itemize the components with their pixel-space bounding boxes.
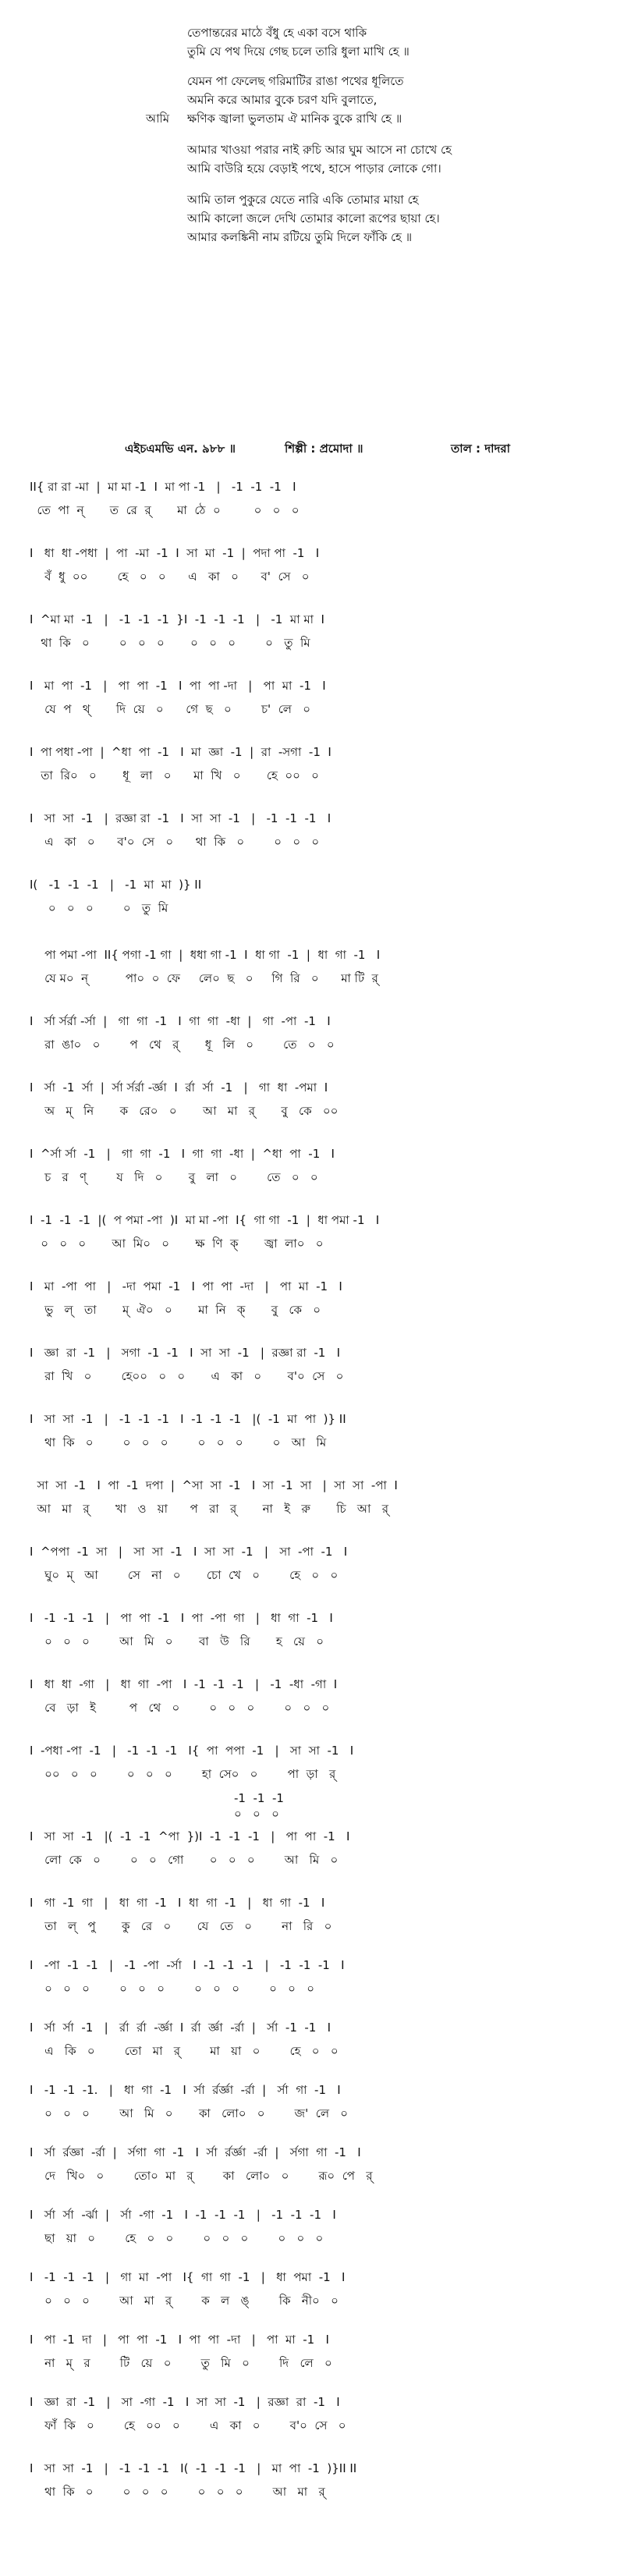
word-row: ০ ০ ০ ০ তু মি — [30, 901, 168, 915]
lyric-line-8: আমি তাল পুকুরে যেতে নারি একি তোমার মায়া হে — [187, 193, 419, 207]
word-row: লো কে ০ ০ ০ গো ০ ০ ০ আ মি ০ — [30, 1853, 339, 1867]
notation-block — [30, 1673, 607, 1722]
word-row: যে ম০ ন্ পা০ ০ ফে লে০ ছ ০ গি রি ০ মা টি র্ — [30, 971, 378, 985]
lyric-line-5: ক্ষণিক জ্বালা ভুলতাম ঐ মানিক বুকে রাখি হে ॥ — [187, 112, 402, 126]
notation-block — [30, 1954, 607, 2003]
notation-block — [30, 476, 607, 524]
swara-row: I সা সা -1 | রজ্ঞা রা -1 I সা সা -1 | -1 -1 -1 I — [30, 811, 332, 825]
lyric-line-10: আমার কলঙ্কিনী নাম রটিয়ে তুমি দিলে ফাঁকি হে ॥ — [187, 230, 413, 244]
word-row: যে প থ্ দি য়ে ০ গে ছ ০ চ' লে ০ — [30, 702, 311, 716]
notation-block — [30, 1209, 607, 1258]
swara-row: I ধা ধা -গা | ধা গা -পা I -1 -1 -1 | -1 -ধা -গা I — [30, 1677, 338, 1691]
lyric-line-4: অমনি করে আমার বুকে চরণ যদি বুলাতে, — [187, 93, 378, 107]
lyric-line-7: আমি বাউরি হয়ে বেড়াই পথে, হাসে পাড়ার লোকে গো। — [187, 161, 441, 176]
notation-block — [30, 542, 607, 591]
swara-row: I জ্ঞা রা -1 | সা -গা -1 I সা সা -1 | রজ্ঞা রা -1 I — [30, 2395, 340, 2409]
word-row: চ র ণ্ য দি ০ বু লা ০ তে ০ ০ — [30, 1170, 318, 1184]
swara-row: I সা সা -1 | -1 -1 -1 I -1 -1 -1 |( -1 মা পা )} II — [30, 1412, 346, 1426]
record-info — [0, 440, 624, 459]
word-row: থা কি ০ ০ ০ ০ ০ ০ ০ ০ তু মি — [30, 636, 310, 650]
word-row: এ কি ০ তো মা র্ মা য়া ০ হে ০ ০ — [30, 2044, 339, 2058]
swara-row: I সা সা -1 |( -1 -1 ^পা })I -1 -1 -1 | পা পা -1 I — [30, 1829, 350, 1843]
notation-block — [30, 1892, 607, 1940]
word-row: ০ ০ ০ আ মি ০ বা উ রি হ য়ে ০ — [30, 1634, 324, 1648]
word-row: তে পা ন্ ত রে র্ মা ঠে ০ ০ ০ ০ — [30, 503, 300, 517]
swara-row: I -1 -1 -1 | পা পা -1 I পা -পা গা | ধা গা -1 I — [30, 1611, 333, 1625]
swara-row: I -পধা -পা -1 | -1 -1 -1 I{ পা পপা -1 | সা সা -1 I — [30, 1744, 354, 1758]
word-row: অ ম্ নি ক রে০ ০ আ মা র্ বু কে ০০ — [30, 1104, 339, 1118]
notation-block — [30, 1740, 607, 1788]
swara-row: I পা -1 দা | পা পা -1 I পা পা -দা | পা মা -1 I — [30, 2333, 329, 2347]
lyric-line-9: আমি কালো জলে দেখি তোমার কালো রূপের ছায়া হে। — [187, 211, 440, 225]
swara-row: I ^মা মা -1 | -1 -1 -1 }I -1 -1 -1 | -1 মা মা I — [30, 612, 324, 626]
artist-credit: শিল্পী : প্রমোদা ॥ — [285, 442, 363, 456]
swara-row: I -1 -1 -1. | ধা গা -1 I র্সা র্রর্জ্ঞা -র্রা | র্সা গা -1 I — [30, 2083, 341, 2097]
notation-block — [30, 1276, 607, 1324]
record-number: এইচএমভি এন. ৯৮৮ ॥ — [125, 442, 236, 456]
notation-block — [30, 2391, 607, 2439]
notation-block — [30, 741, 607, 789]
notation-block — [30, 1408, 607, 1457]
word-row: আ মা র্ খা ও য়া প রা র্ না ই রু চি আ র্ — [30, 1502, 388, 1516]
word-row: তা রি০ ০ ধূ লা ০ মা খি ০ হে ০০ ০ — [30, 768, 319, 782]
swara-row: I মা পা -1 | পা পা -1 I পা পা -দা | পা মা -1 I — [30, 679, 326, 693]
swara-row: I মা -পা পা | -দা পমা -1 I পা পা -দা | পা মা -1 I — [30, 1279, 342, 1293]
swara-row: I -1 -1 -1 |( প পমা -পা )I মা মা -পা I{ গা গা -1 | ধা পমা -1 I — [30, 1213, 380, 1227]
word-row: থা কি ০ ০ ০ ০ ০ ০ ০ ০ আ মি — [30, 1435, 327, 1449]
swara-row: I র্সা র্রজ্ঞা -র্রা | র্সগা গা -1 I র্সা র্রর্জ্ঞা -র্রা | র্সগা গা -1 I — [30, 2145, 361, 2159]
word-row: ০ ০ ০ ০ ০ ০ ০ ০ ০ ০ ০ ০ — [30, 1982, 314, 1996]
swara-row: সা সা -1 I পা -1 দপা | ^সা সা -1 I সা -1 সা | সা সা -পা I — [30, 1478, 398, 1492]
notation-block — [30, 2457, 607, 2506]
word-row: রা খি ০ হে০০ ০ ০ এ কা ০ ব'০ সে ০ — [30, 1369, 344, 1383]
lyric-line-5-prefix: আমি — [146, 112, 170, 126]
swara-row: I র্সা র্সর্রা -র্সা | গা গা -1 I গা গা -ধা | গা -পা -1 I — [30, 1014, 331, 1028]
swara-row: II{ রা রা -মা | মা মা -1 I মা পা -1 | -1 -1 -1 I — [30, 480, 296, 494]
lyric-line-2: তুমি যে পথ দিয়ে গেছ চলে তারি ধুলা মাখি হে ॥ — [187, 44, 410, 59]
swara-row: I র্সা -1 র্সা | র্সা র্সর্রা -র্জ্ঞা I র্রা র্সা -1 | গা ধা -পমা I — [30, 1080, 328, 1095]
notation-block — [30, 1826, 607, 1874]
notation-block — [30, 2141, 607, 2190]
word-row: রা ঙা০ ০ প থে র্ ধূ লি ০ তে ০ ০ — [30, 1038, 335, 1052]
word-row: দে খি০ ০ তো০ মা র্ কা লো০ ০ রূ০ পে র্ — [30, 2169, 373, 2183]
swara-row: I( -1 -1 -1 | -1 মা মা )} II — [30, 878, 202, 892]
word-row: বে ড়া ই প থে ০ ০ ০ ০ ০ ০ ০ — [30, 1701, 330, 1715]
taal-name: তাল : দাদরা — [451, 442, 510, 456]
swara-row: I র্সা র্সা -1 | র্রা র্রা -র্জ্ঞা I র্রা র্জ্ঞা -র্রা | র্সা -1 -1 I — [30, 2021, 332, 2035]
notation-block — [30, 2266, 607, 2315]
word-row: ফাঁ কি ০ হে ০০ ০ এ কা ০ ব'০ সে ০ — [30, 2418, 346, 2432]
swara-row: I জ্ঞা রা -1 | সগা -1 -1 I সা সা -1 | রজ্ঞা রা -1 I — [30, 1346, 341, 1360]
word-row: ছা য়া ০ হে ০ ০ ০ ০ ০ ০ ০ ০ — [30, 2231, 324, 2245]
notation-block — [30, 1077, 607, 1125]
lyric-line-6: আমার খাওয়া পরার নাই রুচি আর ঘুম আসে না চোখে হে — [187, 143, 452, 157]
word-row: ০ ০ ০ আ মি০ ০ ক্ষ ণি ক্ জ্বা লা০ ০ — [30, 1237, 324, 1251]
lyric-line-1: তেপান্তরের মাঠে বঁধু হে একা বসে থাকি — [187, 26, 367, 40]
swara-row: I ধা ধা -পধা | পা -মা -1 I সা মা -1 | পদা পা -1 I — [30, 546, 320, 560]
swara-row: I ^র্সা র্সা -1 | গা গা -1 I গা গা -ধা | ^ধা পা -1 I — [30, 1147, 335, 1161]
swara-row: I গা -1 গা | ধা গা -1 I ধা গা -1 | ধা গা -1 I — [30, 1896, 325, 1910]
lyric-line-3: যেমন পা ফেলেছ গরিমাটির রাঙা পথের ধূলিতে — [187, 74, 404, 88]
notation-block — [30, 807, 607, 856]
notation-block — [30, 1541, 607, 1589]
notation-block — [30, 874, 607, 922]
swara-row: I র্সা র্সা -র্ঝা | র্সা -গা -1 I -1 -1 -1 | -1 -1 -1 I — [30, 2208, 336, 2222]
raised-syllable-marks: ০ ০ ০ — [234, 1807, 279, 1821]
word-row: ভু ল্ তা ম্ ঐ০ ০ মা নি ক্ বু কে ০ — [30, 1303, 321, 1317]
word-row: থা কি ০ ০ ০ ০ ০ ০ ০ আ মা র্ — [30, 2485, 325, 2499]
notation-block — [30, 2204, 607, 2252]
word-row: এ কা ০ ব'০ সে ০ থা কি ০ ০ ০ ০ — [30, 835, 320, 849]
swara-row: পা পমা -পা II{ পগা -1 গা | ধধা গা -1 I ধা গা -1 | ধা গা -1 I — [30, 948, 381, 962]
notation-block — [30, 2079, 607, 2127]
notation-block — [30, 1342, 607, 1390]
notation-block — [30, 1474, 607, 1523]
notation-block — [30, 1010, 607, 1059]
word-row: ০০ ০ ০ ০ ০ ০ হা সে০ ০ পা ড়া র্ — [30, 1767, 336, 1781]
notation-block — [30, 2017, 607, 2065]
notation-block — [30, 675, 607, 723]
word-row: বঁ ধু ০০ হে ০ ০ এ কা ০ ব' সে ০ — [30, 569, 310, 584]
word-row: তা ল্ পু কু রে ০ যে তে ০ না রি ০ — [30, 1919, 332, 1933]
swara-row: I -পা -1 -1 | -1 -পা -র্সা I -1 -1 -1 | -1 -1 -1 I — [30, 1958, 345, 1972]
swara-row: I -1 -1 -1 | গা মা -পা I{ গা গা -1 | ধা পমা -1 I — [30, 2270, 346, 2284]
notation-block — [30, 944, 607, 992]
swara-row: I পা পধা -পা | ^ধা পা -1 I মা জ্ঞা -1 | রা -সগা -1 I — [30, 745, 332, 759]
word-row: ০ ০ ০ আ মা র্ ক ল ঙ্ কি নী০ ০ — [30, 2294, 339, 2308]
raised-rest-marks: -1 -1 -1 — [234, 1791, 284, 1805]
word-row: না ম্ র টি য়ে ০ তু মি ০ দি লে ০ — [30, 2356, 332, 2370]
swara-row: I সা সা -1 | -1 -1 -1 I( -1 -1 -1 | মা পা -1 )}II II — [30, 2461, 357, 2475]
swara-row: I ^পপা -1 সা | সা সা -1 I সা সা -1 | সা -পা -1 I — [30, 1545, 348, 1559]
notation-block — [30, 1607, 607, 1655]
notation-block — [30, 2329, 607, 2377]
notation-block — [30, 609, 607, 657]
word-row: ০ ০ ০ আ মি ০ কা লো০ ০ জ' লে ০ — [30, 2106, 349, 2120]
notation-block — [30, 1143, 607, 1191]
word-row: ঘু০ ম্ আ সে না ০ চো খে ০ হে ০ ০ — [30, 1568, 339, 1582]
